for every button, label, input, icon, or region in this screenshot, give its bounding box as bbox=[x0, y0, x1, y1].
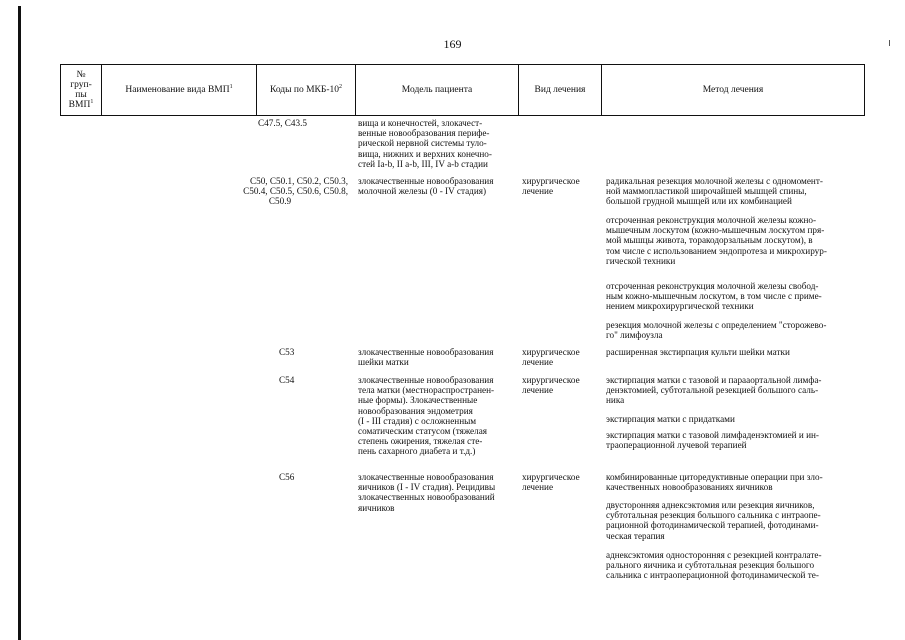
method-line: отсроченная реконструкция молочной железы свобод- bbox=[606, 281, 819, 291]
treatment-type-cell bbox=[522, 176, 580, 196]
footnote-marker: 2 bbox=[339, 83, 343, 90]
icd-code-line: C50.9 bbox=[268, 196, 292, 207]
patient-model-line: молочной железы (0 - IV стадия) bbox=[358, 186, 487, 197]
icd-codes-cell bbox=[279, 472, 294, 482]
method-line: ной маммопластикой широчайшей мышцей спины, bbox=[606, 186, 807, 197]
method-line: мышечным лоскутом (кожно-мышечным лоскутом пря- bbox=[606, 225, 825, 236]
method-line: ным кожно-мышечным лоскутом, в том числе с приме- bbox=[606, 291, 822, 302]
patient-model-line: новообразования эндометрия bbox=[358, 405, 473, 416]
treatment-method-item bbox=[606, 414, 735, 424]
patient-model-line: ные формы). Злокачественные bbox=[358, 395, 478, 406]
header-group-number-line: пы bbox=[75, 90, 87, 100]
treatment-method-item bbox=[606, 281, 822, 312]
patient-model-line: пень сахарного диабета и т.д.) bbox=[358, 446, 476, 457]
patient-model-cell bbox=[358, 176, 493, 196]
patient-model-line: вища и конечностей, злокачест- bbox=[358, 118, 483, 128]
header-treatment-method bbox=[601, 64, 865, 116]
patient-model-line: соматическим статусом (тяжелая bbox=[358, 426, 488, 437]
patient-model-line: шейки матки bbox=[358, 357, 409, 368]
treatment-type-line: лечение bbox=[522, 385, 554, 396]
method-line: качественных новообразованиях яичников bbox=[606, 482, 773, 493]
patient-model-cell bbox=[358, 375, 494, 457]
header-treatment-type-text: Вид лечения bbox=[534, 85, 586, 95]
treatment-type-cell bbox=[522, 375, 580, 395]
patient-model-cell bbox=[358, 347, 493, 367]
method-line: расширенная экстирпация культи шейки матки bbox=[606, 347, 790, 357]
patient-model-cell bbox=[358, 118, 492, 169]
page-number: 169 bbox=[443, 37, 462, 51]
header-group-number bbox=[60, 64, 102, 116]
method-line: го" лимфоузла bbox=[606, 330, 663, 341]
icd-codes-cell bbox=[212, 176, 348, 207]
icd-codes-cell bbox=[279, 375, 294, 385]
icd-code-line: C50.4, C50.5, C50.6, C50.8, bbox=[243, 186, 348, 197]
header-icd-codes bbox=[256, 64, 356, 116]
method-line: большой грудной мышцей или их комбинацией bbox=[606, 196, 792, 207]
method-line: траоперационной лучевой терапией bbox=[606, 440, 747, 451]
method-line: радикальная резекция молочной железы с одномомент- bbox=[606, 176, 823, 186]
header-patient-model-text: Модель пациента bbox=[401, 85, 473, 95]
patient-model-line: тела матки (местнораспространен- bbox=[358, 385, 495, 396]
treatment-method-item bbox=[606, 430, 819, 450]
patient-model-line: рической нервной системы туло- bbox=[358, 138, 487, 149]
treatment-type-line: лечение bbox=[522, 186, 554, 197]
treatment-type-line: хирургическое bbox=[522, 176, 580, 186]
header-icd-codes-text: Коды по МКБ-10 bbox=[269, 85, 340, 95]
method-line: рационной фотодинамической терапией, фотодинами- bbox=[606, 520, 819, 531]
treatment-type-cell bbox=[522, 472, 580, 492]
patient-model-line: яичников (I - IV стадия). Рецидивы bbox=[358, 482, 496, 493]
header-group-number-line: № bbox=[76, 70, 86, 80]
treatment-method-item bbox=[606, 320, 826, 340]
treatment-method-item bbox=[606, 215, 827, 266]
method-line: мой мышцы живота, торакодорзальным лоскутом), в bbox=[606, 235, 813, 246]
method-line: экстирпация матки с придатками bbox=[606, 414, 735, 424]
header-type-name-text: Наименование вида ВМП bbox=[125, 85, 230, 95]
method-line: денэктомией, субтотальной резекцией большого саль- bbox=[606, 385, 819, 396]
icd-codes-cell bbox=[279, 347, 294, 357]
method-line: резекция молочной железы с определением "сторожево- bbox=[606, 320, 827, 330]
method-line: нением микрохирургической техники bbox=[606, 301, 754, 312]
header-treatment-method-text: Метод лечения bbox=[702, 85, 764, 95]
patient-model-line: венные новообразования перифе- bbox=[358, 128, 490, 139]
patient-model-line: (I - III стадия) с осложненным bbox=[358, 415, 477, 426]
patient-model-line: злокачественных новообразований bbox=[358, 492, 495, 503]
treatment-method-item bbox=[606, 375, 821, 406]
patient-model-cell bbox=[358, 472, 495, 513]
header-group-number-line: ВМП bbox=[68, 100, 91, 110]
method-line: двусторонняя аднексэктомия или резекция яичников, bbox=[606, 500, 815, 510]
method-line: ческая терапия bbox=[606, 530, 665, 541]
patient-model-line: злокачественные новообразования bbox=[358, 347, 494, 357]
treatment-method-item bbox=[606, 550, 822, 581]
treatment-type-line: хирургическое bbox=[522, 347, 580, 357]
method-line: экстирпация матки с тазовой лимфаденэктомией и ин- bbox=[606, 430, 819, 440]
patient-model-line: злокачественные новообразования bbox=[358, 472, 494, 482]
patient-model-line: злокачественные новообразования bbox=[358, 176, 494, 186]
treatment-method-item bbox=[606, 176, 823, 207]
method-line: экстирпация матки с тазовой и парааортальной лимфа- bbox=[606, 375, 822, 385]
header-type-name bbox=[101, 64, 257, 116]
method-line: аднексэктомия односторонняя с резекцией контралате- bbox=[606, 550, 822, 560]
header-patient-model bbox=[355, 64, 519, 116]
method-line: том числе с использованием эндопротеза и микрохирур- bbox=[606, 245, 827, 256]
left-margin-rule bbox=[18, 6, 21, 640]
treatment-method-item bbox=[606, 347, 790, 357]
treatment-type-line: лечение bbox=[522, 357, 554, 368]
footnote-marker: 1 bbox=[229, 83, 233, 90]
icd-codes-cell bbox=[258, 118, 307, 128]
treatment-method-item bbox=[606, 472, 823, 492]
method-line: ника bbox=[606, 395, 625, 406]
method-line: комбинированные циторедуктивные операции при зло- bbox=[606, 472, 823, 482]
patient-model-line: яичников bbox=[358, 502, 395, 513]
treatment-type-line: хирургическое bbox=[522, 472, 580, 482]
header-group-number-line: груп- bbox=[70, 80, 92, 90]
patient-model-line: вища, нижних и верхних конечно- bbox=[358, 148, 492, 159]
method-line: гической техники bbox=[606, 255, 676, 266]
icd-code-line: C56 bbox=[279, 472, 295, 482]
method-line: субтотальная резекция большого сальника с интраопе- bbox=[606, 510, 821, 521]
patient-model-line: стей Ia-b, II a-b, III, IV a-b стадии bbox=[358, 158, 488, 169]
method-line: рального яичника и субтотальная резекция большого bbox=[606, 560, 815, 571]
icd-code-line: C53 bbox=[279, 347, 295, 357]
treatment-type-line: хирургическое bbox=[522, 375, 580, 385]
method-line: сальника с интраоперационной фотодинамической те- bbox=[606, 570, 819, 581]
method-line: отсроченная реконструкция молочной железы кожно- bbox=[606, 215, 817, 225]
icd-code-line: C50, C50.1, C50.2, C50.3, bbox=[249, 176, 348, 186]
icd-code-line: C54 bbox=[279, 375, 295, 385]
patient-model-line: злокачественные новообразования bbox=[358, 375, 494, 385]
icd-code-line: C47.5, C43.5 bbox=[258, 118, 308, 128]
treatment-type-cell bbox=[522, 347, 580, 367]
patient-model-line: степень ожирения, тяжелая сте- bbox=[358, 436, 483, 447]
footnote-marker: 1 bbox=[90, 98, 94, 105]
treatment-type-line: лечение bbox=[522, 482, 554, 493]
treatment-method-item bbox=[606, 500, 821, 541]
header-treatment-type bbox=[518, 64, 602, 116]
